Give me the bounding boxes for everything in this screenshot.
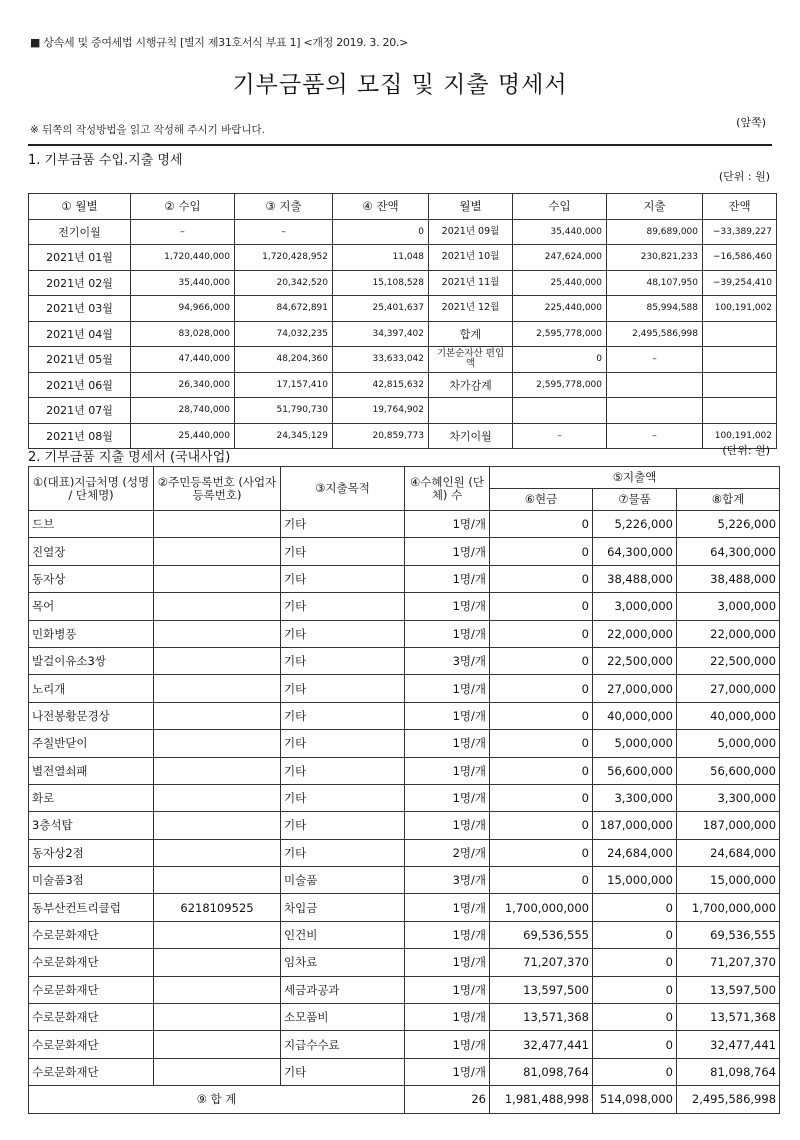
table-cell — [703, 398, 777, 424]
table-cell: 89,689,000 — [607, 219, 703, 245]
table-cell: 주칠반닫이 — [29, 730, 154, 757]
table-cell: −33,389,227 — [703, 219, 777, 245]
table-cell — [429, 398, 513, 424]
table-cell: 노리개 — [29, 675, 154, 702]
table-cell: 22,500,000 — [593, 647, 677, 674]
table-cell: 수로문화재단 — [29, 921, 154, 948]
table-cell: 수로문화재단 — [29, 976, 154, 1003]
table-cell: 74,032,235 — [235, 321, 333, 347]
table-row — [29, 757, 780, 784]
table-cell: 40,000,000 — [677, 702, 780, 729]
table-cell: 0 — [490, 757, 593, 784]
table-row — [29, 347, 777, 373]
table-cell: 187,000,000 — [677, 812, 780, 839]
table-cell: 13,571,368 — [677, 1004, 780, 1031]
table-cell: 드브 — [29, 511, 154, 538]
table-cell: 1명/개 — [405, 538, 490, 565]
table-cell: 47,440,000 — [131, 347, 235, 373]
table-cell — [154, 921, 281, 948]
table-cell: 20,342,520 — [235, 270, 333, 296]
table-cell: 13,597,500 — [490, 976, 593, 1003]
table-cell: 기타 — [281, 647, 405, 674]
table-cell: 225,440,000 — [513, 296, 607, 322]
table-row — [29, 784, 780, 811]
table-cell: 0 — [593, 1058, 677, 1085]
col-header: 월별 — [429, 194, 513, 220]
form-header-note: ■ 상속세 및 증여세법 시행규칙 [별지 제31호서식 부표 1] <개정 2019. 3. 20.> — [30, 36, 409, 49]
table-cell: 69,536,555 — [490, 921, 593, 948]
table-cell — [154, 647, 281, 674]
table-row — [29, 949, 780, 976]
table-cell: 0 — [593, 1004, 677, 1031]
table-cell: 187,000,000 — [593, 812, 677, 839]
table-cell — [154, 675, 281, 702]
table-cell: 22,500,000 — [677, 647, 780, 674]
table-cell — [607, 372, 703, 398]
table-cell: 1명/개 — [405, 949, 490, 976]
table-cell: 94,966,000 — [131, 296, 235, 322]
table-cell: 3명/개 — [405, 647, 490, 674]
section2-unit: (단위: 원) — [722, 444, 770, 457]
table-cell: 2,595,778,000 — [513, 372, 607, 398]
document-title: 기부금품의 모집 및 지출 명세서 — [232, 72, 568, 98]
table-cell: 1명/개 — [405, 593, 490, 620]
table-cell: 0 — [513, 347, 607, 373]
col-amount: ⑤지출액 — [490, 467, 780, 489]
table-cell — [703, 321, 777, 347]
instruction-note: ※ 뒤쪽의 작성방법을 읽고 작성해 주시기 바랍니다. — [30, 124, 266, 136]
table-cell: 수로문화재단 — [29, 949, 154, 976]
table-cell: 기타 — [281, 593, 405, 620]
table-cell: −16,586,460 — [703, 245, 777, 271]
divider — [28, 144, 772, 146]
table-cell — [154, 839, 281, 866]
table-cell — [513, 398, 607, 424]
table-cell: 2021년 07월 — [29, 398, 131, 424]
table-cell: 기타 — [281, 1058, 405, 1085]
total-goods: 514,098,000 — [593, 1086, 677, 1113]
table-cell: 0 — [593, 921, 677, 948]
table-row — [29, 867, 780, 894]
table-cell: 0 — [593, 976, 677, 1003]
table-row — [29, 565, 780, 592]
table-cell: 1명/개 — [405, 620, 490, 647]
table-cell: 0 — [490, 812, 593, 839]
table-cell: 5,226,000 — [677, 511, 780, 538]
table-cell: 2021년 09월 — [429, 219, 513, 245]
table-cell: 56,600,000 — [593, 757, 677, 784]
table-cell: 1명/개 — [405, 511, 490, 538]
table-cell: 0 — [490, 784, 593, 811]
total-sum: 2,495,586,998 — [677, 1086, 780, 1113]
table-cell: 2021년 10월 — [429, 245, 513, 271]
table-row — [29, 593, 780, 620]
table-cell: 소모품비 — [281, 1004, 405, 1031]
col-recipient: ①(대표)지급처명 (성명 / 단체명) — [29, 467, 154, 511]
table-row — [29, 511, 780, 538]
table-cell: 동자상2점 — [29, 839, 154, 866]
table-cell: 0 — [490, 620, 593, 647]
table-cell: 기타 — [281, 538, 405, 565]
table-cell: 2,495,586,998 — [607, 321, 703, 347]
table-cell: 100,191,002 — [703, 296, 777, 322]
table-row — [29, 812, 780, 839]
table-cell: 64,300,000 — [677, 538, 780, 565]
table-cell: 1명/개 — [405, 757, 490, 784]
table-cell: 11,048 — [333, 245, 429, 271]
table-cell: 목어 — [29, 593, 154, 620]
table-cell: 3,300,000 — [593, 784, 677, 811]
table-cell: 전기이월 — [29, 219, 131, 245]
col-header: ② 수입 — [131, 194, 235, 220]
table-cell: – — [131, 219, 235, 245]
table-cell: 230,821,233 — [607, 245, 703, 271]
table-cell: 1명/개 — [405, 702, 490, 729]
table-cell: 15,108,528 — [333, 270, 429, 296]
table-cell: 기타 — [281, 730, 405, 757]
table-cell: 38,488,000 — [593, 565, 677, 592]
table-cell: 28,740,000 — [131, 398, 235, 424]
table-cell: 인건비 — [281, 921, 405, 948]
total-row — [29, 1086, 780, 1113]
table-cell — [154, 784, 281, 811]
table-row — [29, 647, 780, 674]
table-cell: 기타 — [281, 702, 405, 729]
table-cell: 미술품 — [281, 867, 405, 894]
table-row — [29, 321, 777, 347]
table-row — [29, 675, 780, 702]
table-cell: 100,191,002 — [703, 423, 777, 449]
table-cell: 기본순자산 편입액 — [429, 347, 513, 373]
table-cell: 25,440,000 — [513, 270, 607, 296]
table-cell — [154, 593, 281, 620]
table-cell: 3층석탑 — [29, 812, 154, 839]
table-cell: 기타 — [281, 565, 405, 592]
table-cell: 1,720,428,952 — [235, 245, 333, 271]
table-cell: 진열장 — [29, 538, 154, 565]
table-cell: 민화병풍 — [29, 620, 154, 647]
table-cell — [154, 1058, 281, 1085]
table-cell — [154, 867, 281, 894]
col-header: 수입 — [513, 194, 607, 220]
table-cell: 40,000,000 — [593, 702, 677, 729]
table-cell: 13,571,368 — [490, 1004, 593, 1031]
table-cell: 발걸이유소3쌍 — [29, 647, 154, 674]
col-header: 지출 — [607, 194, 703, 220]
table-cell: 0 — [490, 702, 593, 729]
table-cell: 나전봉황문경상 — [29, 702, 154, 729]
table-cell: 2021년 12월 — [429, 296, 513, 322]
table-cell: 5,000,000 — [677, 730, 780, 757]
table-row — [29, 398, 777, 424]
table-cell: 69,536,555 — [677, 921, 780, 948]
table-cell: 15,000,000 — [593, 867, 677, 894]
table-cell: 0 — [593, 949, 677, 976]
table-cell — [703, 347, 777, 373]
col-goods: ⑦물품 — [593, 489, 677, 511]
table-cell: 48,107,950 — [607, 270, 703, 296]
table-cell: 1명/개 — [405, 730, 490, 757]
table-cell: 85,994,588 — [607, 296, 703, 322]
table-cell: 2021년 06월 — [29, 372, 131, 398]
table-cell: 기타 — [281, 675, 405, 702]
table-cell: 25,401,637 — [333, 296, 429, 322]
table-cell: 합계 — [429, 321, 513, 347]
table-cell: 1명/개 — [405, 976, 490, 1003]
table-cell: 24,345,129 — [235, 423, 333, 449]
table-row — [29, 702, 780, 729]
table-cell: 1명/개 — [405, 812, 490, 839]
table-cell: 미술품3점 — [29, 867, 154, 894]
table-cell: 3,000,000 — [677, 593, 780, 620]
table-cell: 15,000,000 — [677, 867, 780, 894]
table-cell: 0 — [333, 219, 429, 245]
table-row — [29, 296, 777, 322]
table-cell: 2021년 01월 — [29, 245, 131, 271]
table-cell: 기타 — [281, 839, 405, 866]
table-cell: 27,000,000 — [677, 675, 780, 702]
table-cell: 2021년 11월 — [429, 270, 513, 296]
table-row — [29, 1031, 780, 1058]
table-row — [29, 270, 777, 296]
table-cell — [607, 398, 703, 424]
table-cell: 0 — [490, 675, 593, 702]
table-cell: 수로문화재단 — [29, 1058, 154, 1085]
col-header: 잔액 — [703, 194, 777, 220]
table-cell: 0 — [490, 647, 593, 674]
col-registration-no: ②주민등록번호 (사업자등록번호) — [154, 467, 281, 511]
table-row — [29, 372, 777, 398]
table-cell — [154, 538, 281, 565]
table-cell: 1,700,000,000 — [490, 894, 593, 921]
table-cell: 차기이월 — [429, 423, 513, 449]
table-cell: 차입금 — [281, 894, 405, 921]
table-cell: 기타 — [281, 784, 405, 811]
table-cell: 34,397,402 — [333, 321, 429, 347]
table-cell: 2021년 08월 — [29, 423, 131, 449]
table-cell: 2021년 05월 — [29, 347, 131, 373]
table-cell: 지급수수료 — [281, 1031, 405, 1058]
table-cell: 3,000,000 — [593, 593, 677, 620]
table-cell: 1명/개 — [405, 894, 490, 921]
table-row — [29, 538, 780, 565]
table-cell: 71,207,370 — [490, 949, 593, 976]
table-cell — [154, 1004, 281, 1031]
table-cell: 22,000,000 — [593, 620, 677, 647]
table-cell: 247,624,000 — [513, 245, 607, 271]
table-cell: 동부산컨트리클럽 — [29, 894, 154, 921]
table-cell: 5,000,000 — [593, 730, 677, 757]
table-cell: 0 — [490, 867, 593, 894]
table-cell: 17,157,410 — [235, 372, 333, 398]
table-cell: 0 — [490, 730, 593, 757]
table-cell: 2021년 04월 — [29, 321, 131, 347]
table-cell — [154, 702, 281, 729]
table-cell: 0 — [593, 894, 677, 921]
table-cell: 2021년 03월 — [29, 296, 131, 322]
table-cell — [154, 620, 281, 647]
col-header: ③ 지출 — [235, 194, 333, 220]
table-row — [29, 620, 780, 647]
table-cell: 0 — [490, 565, 593, 592]
total-cash: 1,981,488,998 — [490, 1086, 593, 1113]
table-cell: 51,790,730 — [235, 398, 333, 424]
table-cell: 35,440,000 — [513, 219, 607, 245]
table-row — [29, 894, 780, 921]
table-cell: 0 — [490, 538, 593, 565]
table-cell: 1,720,440,000 — [131, 245, 235, 271]
table-row — [29, 839, 780, 866]
table-cell: 기타 — [281, 812, 405, 839]
table-cell: 32,477,441 — [677, 1031, 780, 1058]
table-cell: 71,207,370 — [677, 949, 780, 976]
page-side-label: (앞쪽) — [736, 116, 766, 129]
table-cell: 35,440,000 — [131, 270, 235, 296]
section1-heading: 1. 기부금품 수입.지출 명세 — [28, 153, 183, 168]
table-cell: 56,600,000 — [677, 757, 780, 784]
table-cell: 1명/개 — [405, 675, 490, 702]
col-cash: ⑥현금 — [490, 489, 593, 511]
table-cell: 0 — [490, 593, 593, 620]
table-cell: 5,226,000 — [593, 511, 677, 538]
table-cell — [154, 511, 281, 538]
table-cell: 동자상 — [29, 565, 154, 592]
table-cell: 33,633,042 — [333, 347, 429, 373]
table-cell — [154, 757, 281, 784]
table-cell: 84,672,891 — [235, 296, 333, 322]
table-row — [29, 1058, 780, 1085]
table-cell: 별전열쇠패 — [29, 757, 154, 784]
table-cell: 24,684,000 — [677, 839, 780, 866]
table-cell: 세금과공과 — [281, 976, 405, 1003]
table-cell: 6218109525 — [154, 894, 281, 921]
col-header: ① 월별 — [29, 194, 131, 220]
table-cell: 3,300,000 — [677, 784, 780, 811]
table-cell: 기타 — [281, 620, 405, 647]
col-total: ⑧합계 — [677, 489, 780, 511]
table-cell: 3명/개 — [405, 867, 490, 894]
table-cell: 81,098,764 — [677, 1058, 780, 1085]
income-expense-table — [28, 193, 777, 449]
table-cell: 기타 — [281, 511, 405, 538]
table-cell: 38,488,000 — [677, 565, 780, 592]
table-cell: 24,684,000 — [593, 839, 677, 866]
table-cell: 1,700,000,000 — [677, 894, 780, 921]
table-cell: 20,859,773 — [333, 423, 429, 449]
table-cell: 22,000,000 — [677, 620, 780, 647]
table-cell: 26,340,000 — [131, 372, 235, 398]
table-row — [29, 219, 777, 245]
total-count: 26 — [405, 1086, 490, 1113]
table-cell — [154, 949, 281, 976]
table-cell: 1명/개 — [405, 784, 490, 811]
table-cell: 48,204,360 — [235, 347, 333, 373]
table-cell: 수로문화재단 — [29, 1031, 154, 1058]
table-row — [29, 730, 780, 757]
table-cell: 화로 — [29, 784, 154, 811]
table-cell: 임차료 — [281, 949, 405, 976]
table-cell: – — [607, 347, 703, 373]
table-cell: 1명/개 — [405, 1031, 490, 1058]
table-cell: 기타 — [281, 757, 405, 784]
table-cell — [154, 730, 281, 757]
section1-unit: (단위 : 원) — [718, 170, 770, 183]
table-cell: 81,098,764 — [490, 1058, 593, 1085]
table-cell: 1명/개 — [405, 565, 490, 592]
table-cell: 83,028,000 — [131, 321, 235, 347]
table-cell: 25,440,000 — [131, 423, 235, 449]
table-cell: 42,815,632 — [333, 372, 429, 398]
table-cell: 2021년 02월 — [29, 270, 131, 296]
expenditure-detail-table — [28, 466, 780, 1114]
table-cell: 0 — [490, 839, 593, 866]
table-cell — [154, 812, 281, 839]
table-row — [29, 423, 777, 449]
table-cell: 19,764,902 — [333, 398, 429, 424]
table-cell: 1명/개 — [405, 921, 490, 948]
table-cell: 0 — [490, 511, 593, 538]
table-cell: 1명/개 — [405, 1004, 490, 1031]
table-cell: – — [235, 219, 333, 245]
table-cell: 64,300,000 — [593, 538, 677, 565]
table-cell: 수로문화재단 — [29, 1004, 154, 1031]
table-cell — [154, 976, 281, 1003]
table-cell: – — [607, 423, 703, 449]
col-beneficiary-count: ④수혜인원 (단체) 수 — [405, 467, 490, 511]
table-cell: −39,254,410 — [703, 270, 777, 296]
table-cell — [703, 372, 777, 398]
table-row — [29, 245, 777, 271]
table-cell: – — [513, 423, 607, 449]
table-cell — [154, 565, 281, 592]
section2-heading: 2. 기부금품 지출 명세서 (국내사업) — [28, 450, 231, 465]
table-cell: 27,000,000 — [593, 675, 677, 702]
table-cell: 차가감계 — [429, 372, 513, 398]
table-cell: 13,597,500 — [677, 976, 780, 1003]
table-row — [29, 921, 780, 948]
table-cell — [154, 1031, 281, 1058]
table-cell: 1명/개 — [405, 1058, 490, 1085]
table-row — [29, 1004, 780, 1031]
table-cell: 0 — [593, 1031, 677, 1058]
col-purpose: ③지출목적 — [281, 467, 405, 511]
table-row — [29, 976, 780, 1003]
table-cell: 32,477,441 — [490, 1031, 593, 1058]
total-label: ⑨ 합 계 — [29, 1086, 405, 1113]
col-header: ④ 잔액 — [333, 194, 429, 220]
table-cell: 2,595,778,000 — [513, 321, 607, 347]
table-cell: 2명/개 — [405, 839, 490, 866]
